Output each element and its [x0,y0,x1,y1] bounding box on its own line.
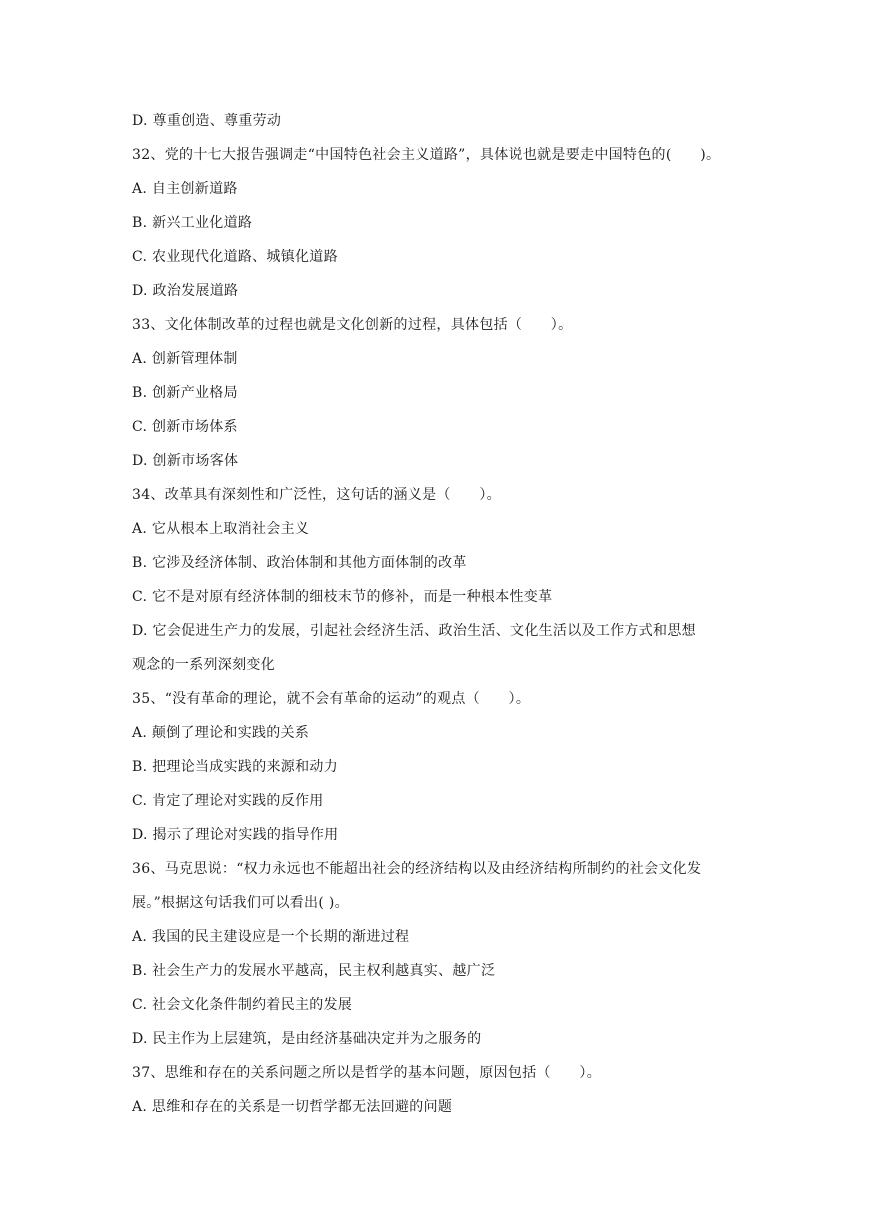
option-35-a: A. 颠倒了理论和实践的关系 [132,725,310,741]
question-37: 37、思维和存在的关系问题之所以是哲学的基本问题，原因包括（ ）。 [132,1065,602,1081]
question-32: 32、党的十七大报告强调走“中国特色社会主义道路”，具体说也就是要走中国特色的( )。 [132,147,721,163]
question-33: 33、文化体制改革的过程也就是文化创新的过程，具体包括（ ）。 [132,317,573,333]
option-31-d: D. 尊重创造、尊重劳动 [132,113,282,129]
option-32-a: A. 自主创新道路 [132,181,238,197]
option-35-b: B. 把理论当成实践的来源和动力 [132,759,338,775]
option-32-c: C. 农业现代化道路、城镇化道路 [132,249,338,265]
option-36-d: D. 民主作为上层建筑，是由经济基础决定并为之服务的 [132,1031,482,1047]
question-34: 34、改革具有深刻性和广泛性，这句话的涵义是（ ）。 [132,487,501,503]
question-36: 36、马克思说：“权力永远也不能超出社会的经济结构以及由经济结构所制约的社会文化发 [132,861,702,877]
document-page [132,111,752,1131]
option-32-b: B. 新兴工业化道路 [132,215,253,231]
option-34-d-continued: 观念的一系列深刻变化 [132,657,275,673]
option-34-b: B. 它涉及经济体制、政治体制和其他方面体制的改革 [132,555,467,571]
option-34-a: A. 它从根本上取消社会主义 [132,521,310,537]
option-33-d: D. 创新市场客体 [132,453,239,469]
option-36-a: A. 我国的民主建设应是一个长期的渐进过程 [132,929,410,945]
option-33-c: C. 创新市场体系 [132,419,238,435]
question-36-continued: 展。”根据这句话我们可以看出( )。 [132,895,349,911]
option-36-b: B. 社会生产力的发展水平越高，民主权利越真实、越广泛 [132,963,496,979]
option-34-c: C. 它不是对原有经济体制的细枝末节的修补，而是一种根本性变革 [132,589,553,605]
option-37-a: A. 思维和存在的关系是一切哲学都无法回避的问题 [132,1099,453,1115]
option-32-d: D. 政治发展道路 [132,283,239,299]
option-33-a: A. 创新管理体制 [132,351,238,367]
option-35-d: D. 揭示了理论对实践的指导作用 [132,827,339,843]
option-34-d: D. 它会促进生产力的发展，引起社会经济生活、政治生活、文化生活以及工作方式和思想 [132,623,696,639]
question-35: 35、“没有革命的理论，就不会有革命的运动”的观点（ ）。 [132,691,531,707]
option-36-c: C. 社会文化条件制约着民主的发展 [132,997,353,1013]
option-35-c: C. 肯定了理论对实践的反作用 [132,793,324,809]
option-33-b: B. 创新产业格局 [132,385,238,401]
